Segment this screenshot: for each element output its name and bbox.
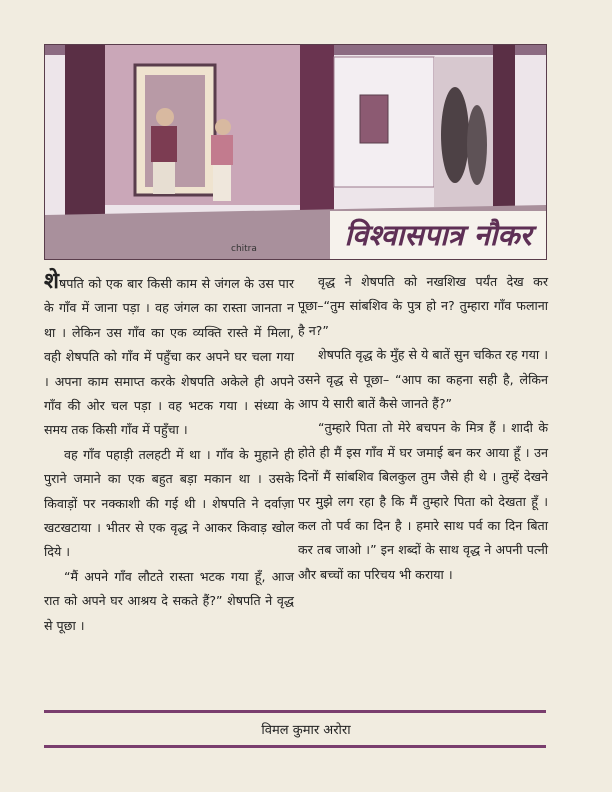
paragraph-text: वह गाँव पहाड़ी तलहटी में था । गाँव के मुहाने ही पुराने जमाने का एक बहुत बड़ा मकान था । उसके किवाड़ों पर नक्काशी की गई थी । शेषपति ने दर्वाज़ा खटखटाया । भीतर से एक वृद्ध ने आकर किवाड़ खोल दिये ।	[44, 446, 294, 560]
paragraph	[298, 343, 548, 416]
paragraph	[298, 416, 548, 587]
drop-cap: शे	[44, 269, 59, 294]
paragraph-text: शेषपति वृद्ध के मुँह से ये बातें सुन चकित रह गया । उसने वृद्ध से पूछा– “आप का कहना सही है, लेकिन आप ये सारी बातें कैसे जानते हैं?”	[298, 347, 548, 412]
left-column	[44, 270, 294, 638]
artist-signature: chitra	[231, 244, 257, 254]
author-name: विमल कुमार अरोरा	[261, 723, 351, 738]
story-title: विश्वासपात्र नौकर	[344, 218, 532, 252]
paragraph	[298, 270, 548, 343]
paragraph-text: षपति को एक बार किसी काम से जंगल के उस पार के गाँव में जाना पड़ा । वह जंगल का रास्ता जानता न था । लेकिन उस गाँव का एक व्यक्ति रास्ते में मिला, वही शेषपति को गाँव में पहुँचा कर अपने घर चला गया । अपना काम समाप्त करके शेषपति अकेले ही अपने गाँव की ओर चल पड़ा । वह भटक गया । संध्या के समय तक किसी गाँव में पहुँचा ।	[44, 276, 294, 438]
divider	[44, 745, 546, 748]
paragraph	[44, 443, 294, 565]
story-title-box	[330, 211, 546, 259]
paragraph	[44, 565, 294, 638]
paragraph-text: “मैं अपने गाँव लौटते रास्ता भटक गया हूँ, आज रात को अपने घर आश्रय दे सकते हैं?” शेषपति ने वृद्ध से पूछा ।	[44, 568, 294, 633]
divider	[44, 710, 546, 713]
paragraph-text: “तुम्हारे पिता तो मेरे बचपन के मित्र हैं । शादी के होते ही मैं इस गाँव में घर जमाई बन कर आया हूँ । उन दिनों मैं सांबशिव बिलकुल तुम जैसे ही थे । तुम्हें देखने पर मुझे लग रहा है कि मैं तुम्हारे पिता को देखता हूँ । कल तो पर्व का दिन है । हमारे साथ पर्व का दिन बिता कर तब जाओ ।” इन शब्दों के साथ वृद्ध ने अपनी पत्नी और बच्चों का परिचय भी कराया ।	[298, 420, 548, 582]
right-column	[298, 270, 548, 587]
paragraph	[44, 270, 294, 443]
paragraph-text: वृद्ध ने शेषपति को नखशिख पर्यंत देख कर पूछा–“तुम सांबशिव के पुत्र हो न? तुम्हारा गाँव फलाना है न?”	[298, 274, 548, 338]
